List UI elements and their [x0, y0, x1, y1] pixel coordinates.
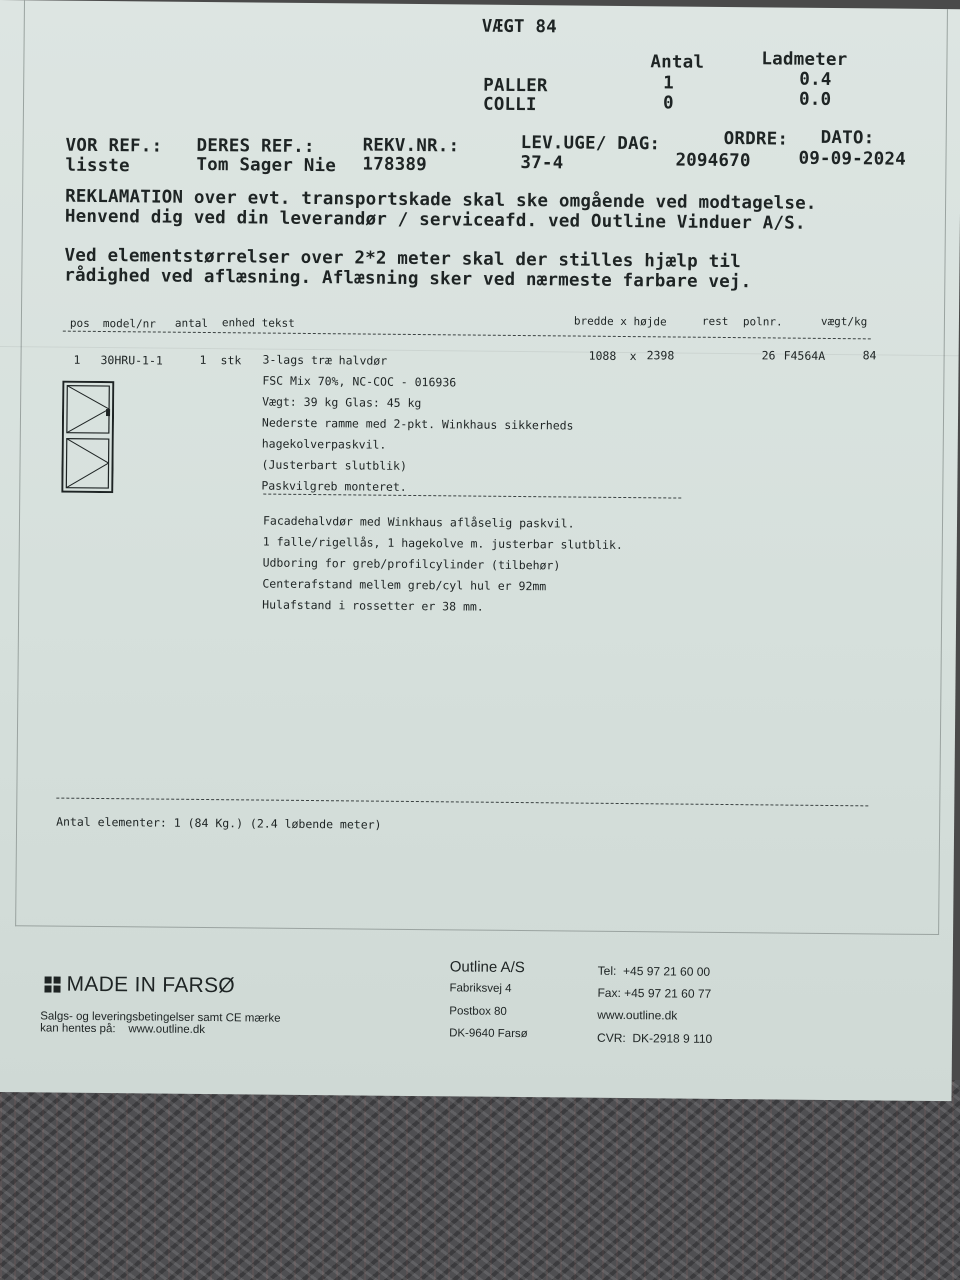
item-enhed: stk [220, 353, 242, 368]
summary-text: Antal elementer: 1 (84 Kg.) (2.4 løbende meter) [56, 814, 382, 832]
item-pos: 1 [73, 352, 81, 367]
col-pos: pos [69, 316, 90, 330]
address-line-3: DK-9640 Farsø [449, 1027, 528, 1041]
deres-ref: Tom Sager Nie [196, 154, 337, 177]
door-elevation-icon [61, 381, 114, 493]
rekv-nr-label: REKV.NR.: [362, 135, 460, 157]
notice-line-3: Ved elementstørrelser over 2*2 meter skal der stilles hjælp til [64, 245, 741, 273]
lev-uge-label: LEV.UGE/ DAG: [520, 133, 661, 155]
description-line: hagekolverpaskvil. [261, 436, 387, 452]
col-vaegt: vægt/kg [820, 314, 868, 329]
carpet-background [0, 1080, 960, 1280]
col-antal: antal [174, 316, 209, 331]
lev-uge: 37-4 [520, 153, 564, 174]
terms-line-2: kan hentes på: www.outline.dk [40, 1022, 206, 1037]
item-polnr: F4564A [783, 348, 826, 363]
website: www.outline.dk [597, 1007, 678, 1023]
vor-ref-label: VOR REF.: [65, 135, 163, 157]
ladmeter-label: Ladmeter [761, 49, 848, 71]
description-line: 3-lags træ halvdør [262, 352, 388, 368]
description-line: Vægt: 39 kg Glas: 45 kg [262, 394, 422, 411]
notice-line-1: REKLAMATION over evt. transportskade skal ske omgående ved modtagelse. [65, 186, 817, 214]
dato: 09-09-2024 [798, 148, 906, 170]
ordre-number: 2094670 [675, 150, 751, 172]
dato-label: DATO: [820, 127, 875, 149]
paller-label: PALLER [483, 75, 548, 97]
item-hojde: 2398 [646, 348, 675, 363]
total-weight: VÆGT 84 [481, 16, 558, 38]
col-rest: rest [701, 314, 729, 329]
notice-line-2: Henvend dig ved din leverandør / serviceafd. ved Outline Vinduer A/S. [64, 206, 806, 234]
item-bredde: 1088 [588, 348, 617, 363]
colli-ladmeter: 0.0 [798, 89, 832, 110]
rekv-nr: 178389 [362, 154, 427, 176]
colli-label: COLLI [482, 94, 537, 116]
fax: Fax: +45 97 21 60 77 [597, 985, 712, 1001]
description-line: Centerafstand mellem greb/cyl hul er 92mm [262, 576, 547, 594]
description-line: Facadehalvdør med Winkhaus aflåselig paskvil. [262, 513, 575, 531]
description-line: FSC Mix 70%, NC-COC - 016936 [262, 373, 457, 390]
farso-logo-icon [44, 976, 60, 992]
description-line: Hulafstand i rossetter er 38 mm. [262, 597, 484, 614]
description-line: Udboring for greb/profilcylinder (tilbehør) [262, 555, 561, 573]
colli-antal: 0 [662, 93, 674, 114]
ordre-label: ORDRE: [723, 128, 789, 150]
item-x: x [629, 349, 637, 364]
item-vaegt: 84 [862, 348, 877, 363]
telephone: Tel: +45 97 21 60 00 [597, 963, 711, 979]
description-line: Nederste ramme med 2-pkt. Winkhaus sikkerheds [261, 415, 574, 433]
col-enhed-tekst: enhed tekst [221, 316, 295, 330]
description-line: 1 falle/rigellås, 1 hagekolve m. justerbar slutblik. [262, 534, 623, 553]
item-rest: 26 [761, 348, 776, 363]
description-line: (Justerbart slutblik) [261, 457, 408, 473]
item-model: 30HRU-1-1 [100, 352, 163, 368]
col-bredde-hojde: bredde x højde [573, 314, 667, 329]
description-line: Paskvilgreb monteret. [261, 478, 407, 494]
col-polnr: polnr. [742, 315, 783, 329]
paller-ladmeter: 0.4 [799, 69, 832, 90]
company-name: Outline A/S [449, 958, 525, 977]
notice-line-4: rådighed ved aflæsning. Aflæsning sker ved nærmeste farbare vej. [64, 265, 752, 293]
paller-antal: 1 [663, 73, 675, 94]
cvr-number: CVR: DK-2918 9 110 [596, 1030, 713, 1046]
antal-label: Antal [650, 52, 705, 73]
deres-ref-label: DERES REF.: [196, 135, 315, 158]
item-antal: 1 [199, 352, 207, 367]
made-in-farso-logo: MADE IN FARSØ [66, 972, 236, 998]
address-line-1: Fabriksvej 4 [449, 982, 512, 995]
address-line-2: Postbox 80 [449, 1005, 507, 1018]
col-model: model/nr [102, 317, 156, 331]
vor-ref: lisste [65, 155, 130, 177]
terms-line-1: Salgs- og leveringsbetingelser samt CE mærke [40, 1010, 281, 1025]
